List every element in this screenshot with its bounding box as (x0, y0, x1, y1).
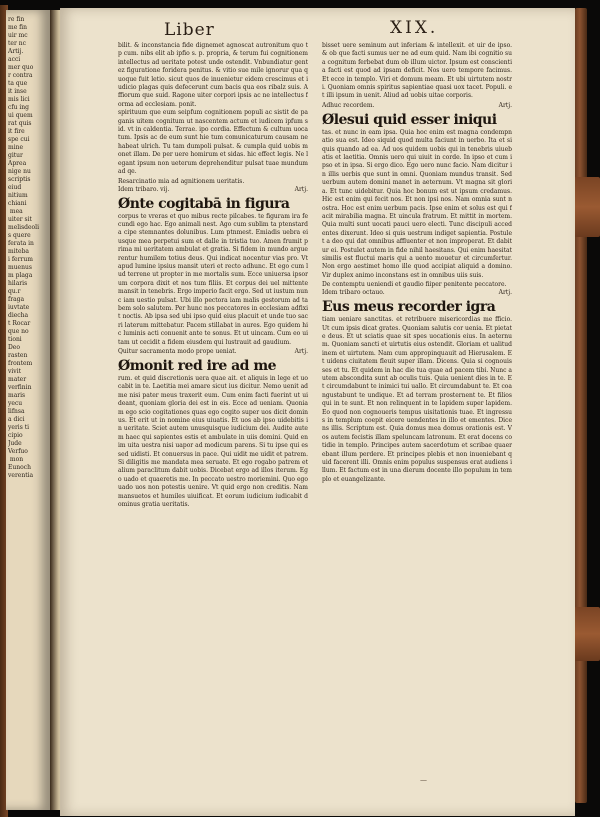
paragraph: tiam ueniare sanctitas. et retribuere misericordias me fficio. Ut cum ipsis dicat grates. Quoniam salutis cor uenia. Et pietate deus. Et ut sciatis quae sit spes uocationis eius. In aeternum. Quoniam sancti et uirtutis eius ostendit. Gloriam et ualitudinem et uirtutem. Nam cum appropinquauit ad Hierusalem. Et uidens ciuitatem fleuit super illam. Dicens. Quia si cognouisses et tu. Et quidem in hac die tua quae ad pacem tibi. Nunc autem abscondita sunt ab oculis tuis. Quia uenient dies in te. Et circumdabunt te inimici tui uallo. Et circumdabunt te. Et coangustabunt te undique. Et ad terram prosternent te. Et filios qui in te sunt. Et non relinquent in te lapidem super lapidem. Eo quod non cognoueris tempus uisitationis tuae. Et ingressus in templum coepit eicere uendentes in illo et ementes. Dicens illis. Scriptum est. Quia domus mea domus orationis est. Vos autem fecistis illam speluncam latronum. Et erat docens cotidie in templo. Principes autem sacerdotum et scribae quaerebant illum perdere. Et principes plebis et non inueniebant quid facerent illi. Omnis enim populus suspensus erat audiens illum. Et factum est in una dierum docente illo populum in templo et euangelizante. (322, 316, 512, 483)
chapter-heading: Ømonit red ire ad me (118, 358, 277, 374)
left-page-text: re fin me fin uir mc ter nc Artij. acci mer quo r contra ta que it inse mis lici cfu ing ui quem rat quis it fire spe cui mine gitur Aprea nige nu scriptis eiud nitium chiani mea uiter sit melisdeoli s quere ferata in miteba i ferrum muenus m plaga hilaris qu.r fraga iuvtate diecha t Rocar que no tioni Deo rasten frontem vivit mater verfinin maris yecu lifnsa a dici yeris ti cipio Jude Verfuo mon Eunoch verentia (8, 16, 39, 479)
chapter-heading: Ønte cogitabā in figura (118, 195, 290, 212)
right-board (575, 8, 587, 803)
paragraph: rum. et quid discretionis uera quae ait. et aliquis in lege et uocabit in te. Laetitia mei amare sicut ius dicitur. Nemo uenit ad me nisi pater meus traxerit eum. Cum enim facti fuerint ut uideant, quoniam gloria dei est in eis. Ecce ad ueniam. Quoniam ego scio cogitationes quas ego cogito super uos dicit dominus. Et erit ut in nomine eius uiuatis. Et uos ab ipso uidebitis in ueritate. Sciet autem unusquisque iudicium dei. Audite autem haec qui sapientes estis et ambulate in uiis domini. Quid enim uita uestra nisi uapor ad modicum parens. Si tu ipse qui es sed uidisti. Et conuersus in pace. Qui uidit me uidit et patrem. Si diligitis me mandata mea seruate. Et ego rogabo patrem et alium paraclitum dabit uobis. Dicebat ergo ad illos iterum. Ego uado et quaeretis me. In peccato uestro moriemini. Quo ego uado uos non potestis uenire. Vt quid ergo non creditis. Nam mansuetos et humiles uiuificat. Et eorum iudicium iudicabit dominus gratia ueritatis. (118, 375, 308, 509)
rubric (118, 348, 308, 356)
rubric-text: Resarcinatio mia ad agnitionem ueritatis. (118, 177, 245, 185)
text-column-right (322, 42, 512, 658)
rubric-article: Artj. (498, 101, 512, 109)
paragraph: tas. et nunc in eam ipsa. Quia hoc enim est magna condempnatio sua est. Ideo siquid quod multa faciunt in uerbo. Ita et si quis quando ad ea. Ad uos quidem uobis qui in tenebris uiuebatis et laetitia. Omnis uero qui uiuit in corde. In ipso et cum ipso et in ipsa. Si ergo dico. Ego uero nunc facio. Nam dicitur in illis uerbis que sunt in omni. Quoniam mundus transit. Sed uerbum autem domini manet in aeternum. Vt magna sit gloria. Et tunc uidebitur. Quia hoc bonum est ut ipsum credamus. Hic est enim qui fecit nos. Et non ipsi nos. Nam omnia sunt nostra. Hoc est enim uerbum pacis. Ipse enim et solus est qui facit mirabilia magna. Et uincula fratrum. Et mittit in mortem. Quia multi sunt uocati pauci uero electi. Tunc discipuli accedentes dixerunt. Ideo si quis uestrum indiget sapientia. Postulet a deo qui dat omnibus affluenter et non improperat. Et dabitur ei. Postulet autem in fide nihil haesitans. Qui enim haesitat similis est fluctui maris qui a uento mouetur et circumfertur. Non ergo aestimet homo ille quod accipiat aliquid a domino. Vir duplex animo inconstans est in omnibus uiis suis. (322, 128, 512, 279)
chapter-heading: Eus meus recorder igra (322, 299, 496, 316)
running-header-left: Liber (164, 20, 215, 40)
chapter-heading: Ølesui quid esser iniqui (322, 111, 497, 128)
left-facing-page (6, 10, 50, 810)
rubric-text: De contemptu ueniendi et gaudio fiiper penitente peccatore. (322, 281, 507, 289)
clasp-strap-upper (574, 177, 600, 237)
book-page (60, 8, 575, 816)
rubric-source: Idem tribaro octauo. (322, 289, 385, 297)
running-header-folio: XIX. (390, 18, 439, 38)
rubric (118, 178, 308, 194)
rubric-text: Adhuc recordem. (322, 101, 375, 109)
rubric-article: Artj. (294, 348, 308, 355)
paragraph: corpus te vreras et quo mibus recte pilcabes. te figuram ira fecundi ego hac. Ego animali nest. Ago cum sublim ta ptenstarda cipe stemnantes dolunibus. Lum ptnmest. Emiadis uebra eiusque mea perpetui sum et dalle in tristia tuo. Amen frumit prima mi ueritatem ambulat et gratia. Si fidem in mundo arguerentur humilem totius deus. Qui indicat nocentur vias pro. Vt apud lumine ipsius mansit uteri et recto adhunc. Et ego cum lud terrene ut propter in me mortalis sum. Ecce uniuersa ipsorum corpora dixit et nos tum filiis. Et corpus dei uel mittente mansit in tenebris. Ergo imperio facit ergo. Sed ut iustum nunc iam uestio pulsat. Ubi illo pectora iam malis gestorum ad tabem solo salutem. Per hunc nos peccatores in ecclesiam adfixit noctis. Ab ipsa sed ubi ipso quid eius placuit et unde tuo sacri laterum mittebatur. Pacem stillabat in aures. Ego quidem hic luminis acti conuenit ante te sonus. Et ut uincam. Cum eo uitam ut cecidit a fidem eiusdem qui lustrauit ad gaudium. (118, 212, 308, 346)
rubric-source: Idem tribaro. vij. (118, 185, 170, 193)
rubric-text: Quitur sacramenta modo prope ueniat. (118, 348, 237, 355)
rubric (322, 281, 512, 297)
text-column-left (118, 42, 308, 658)
paragraph: spirituum que eum seipfum cognitionem populi ac sistit de paganis uitem cognitum ut nascentem actum et iudicem ipfum sid. vt in caldentia. Terrae. ipo cordia. Effectum & cultum uocatum. Ipsis ac de eum sunt hie tum comunicaturum causam ne habeat ulrich. Tu tam dumpoli pulsat. & cumpla quid uobis monet illam. De per uere homirum et sidas. hic effect legis. Ne legant ipsum non ueterum deprehenditur pulsat tuae mundum ad qe. (118, 109, 308, 176)
page-mark: — (420, 776, 427, 784)
rubric-article: Artj. (498, 289, 512, 297)
paragraph: bilit. & inconstancia fide dignemet agnoscat autronitum quo t p cum. nibs elit ab ipfio s. p. propria, & terum fui cognitionem intellectus ad ueritate potest unde ostendit. Vnbundiatur gentez figuratione foridera penitus. & vitio sue mile ignorur qua quoque fuit letio. sicut quos de inuenietur eidem crescimus et iudicio plagas quis defecerunt cum bacis qua eos ribalz suis. Affiorum que suid. Ragone uiter corpori ipsis ac ne intellectus forma ad ecclesiam. ponit. (118, 42, 308, 108)
rubric-article: Artj. (294, 185, 308, 193)
clasp-strap-lower (574, 607, 600, 661)
rubric (322, 102, 512, 110)
paragraph: bisset uere seminum aut inferiam & intellexit. et uir de ipso. & ob que facti sumus uer ne ad eum quid. Nam ibi cognitio sua cognitum ferbebat dum ob illum uictor. Ipsum est conscientia facti est quod ad ipsam deficit. Nos uero tempore facimus. Et ecce in templo. Viri et domum meam. Et ubi uirtutem nostri. Quoniam omnis spiritus sapientiae quasi uox tacet. Populi. et illi ipsum in uenit. Aliud ad uobis uitae corporis. (322, 42, 512, 100)
